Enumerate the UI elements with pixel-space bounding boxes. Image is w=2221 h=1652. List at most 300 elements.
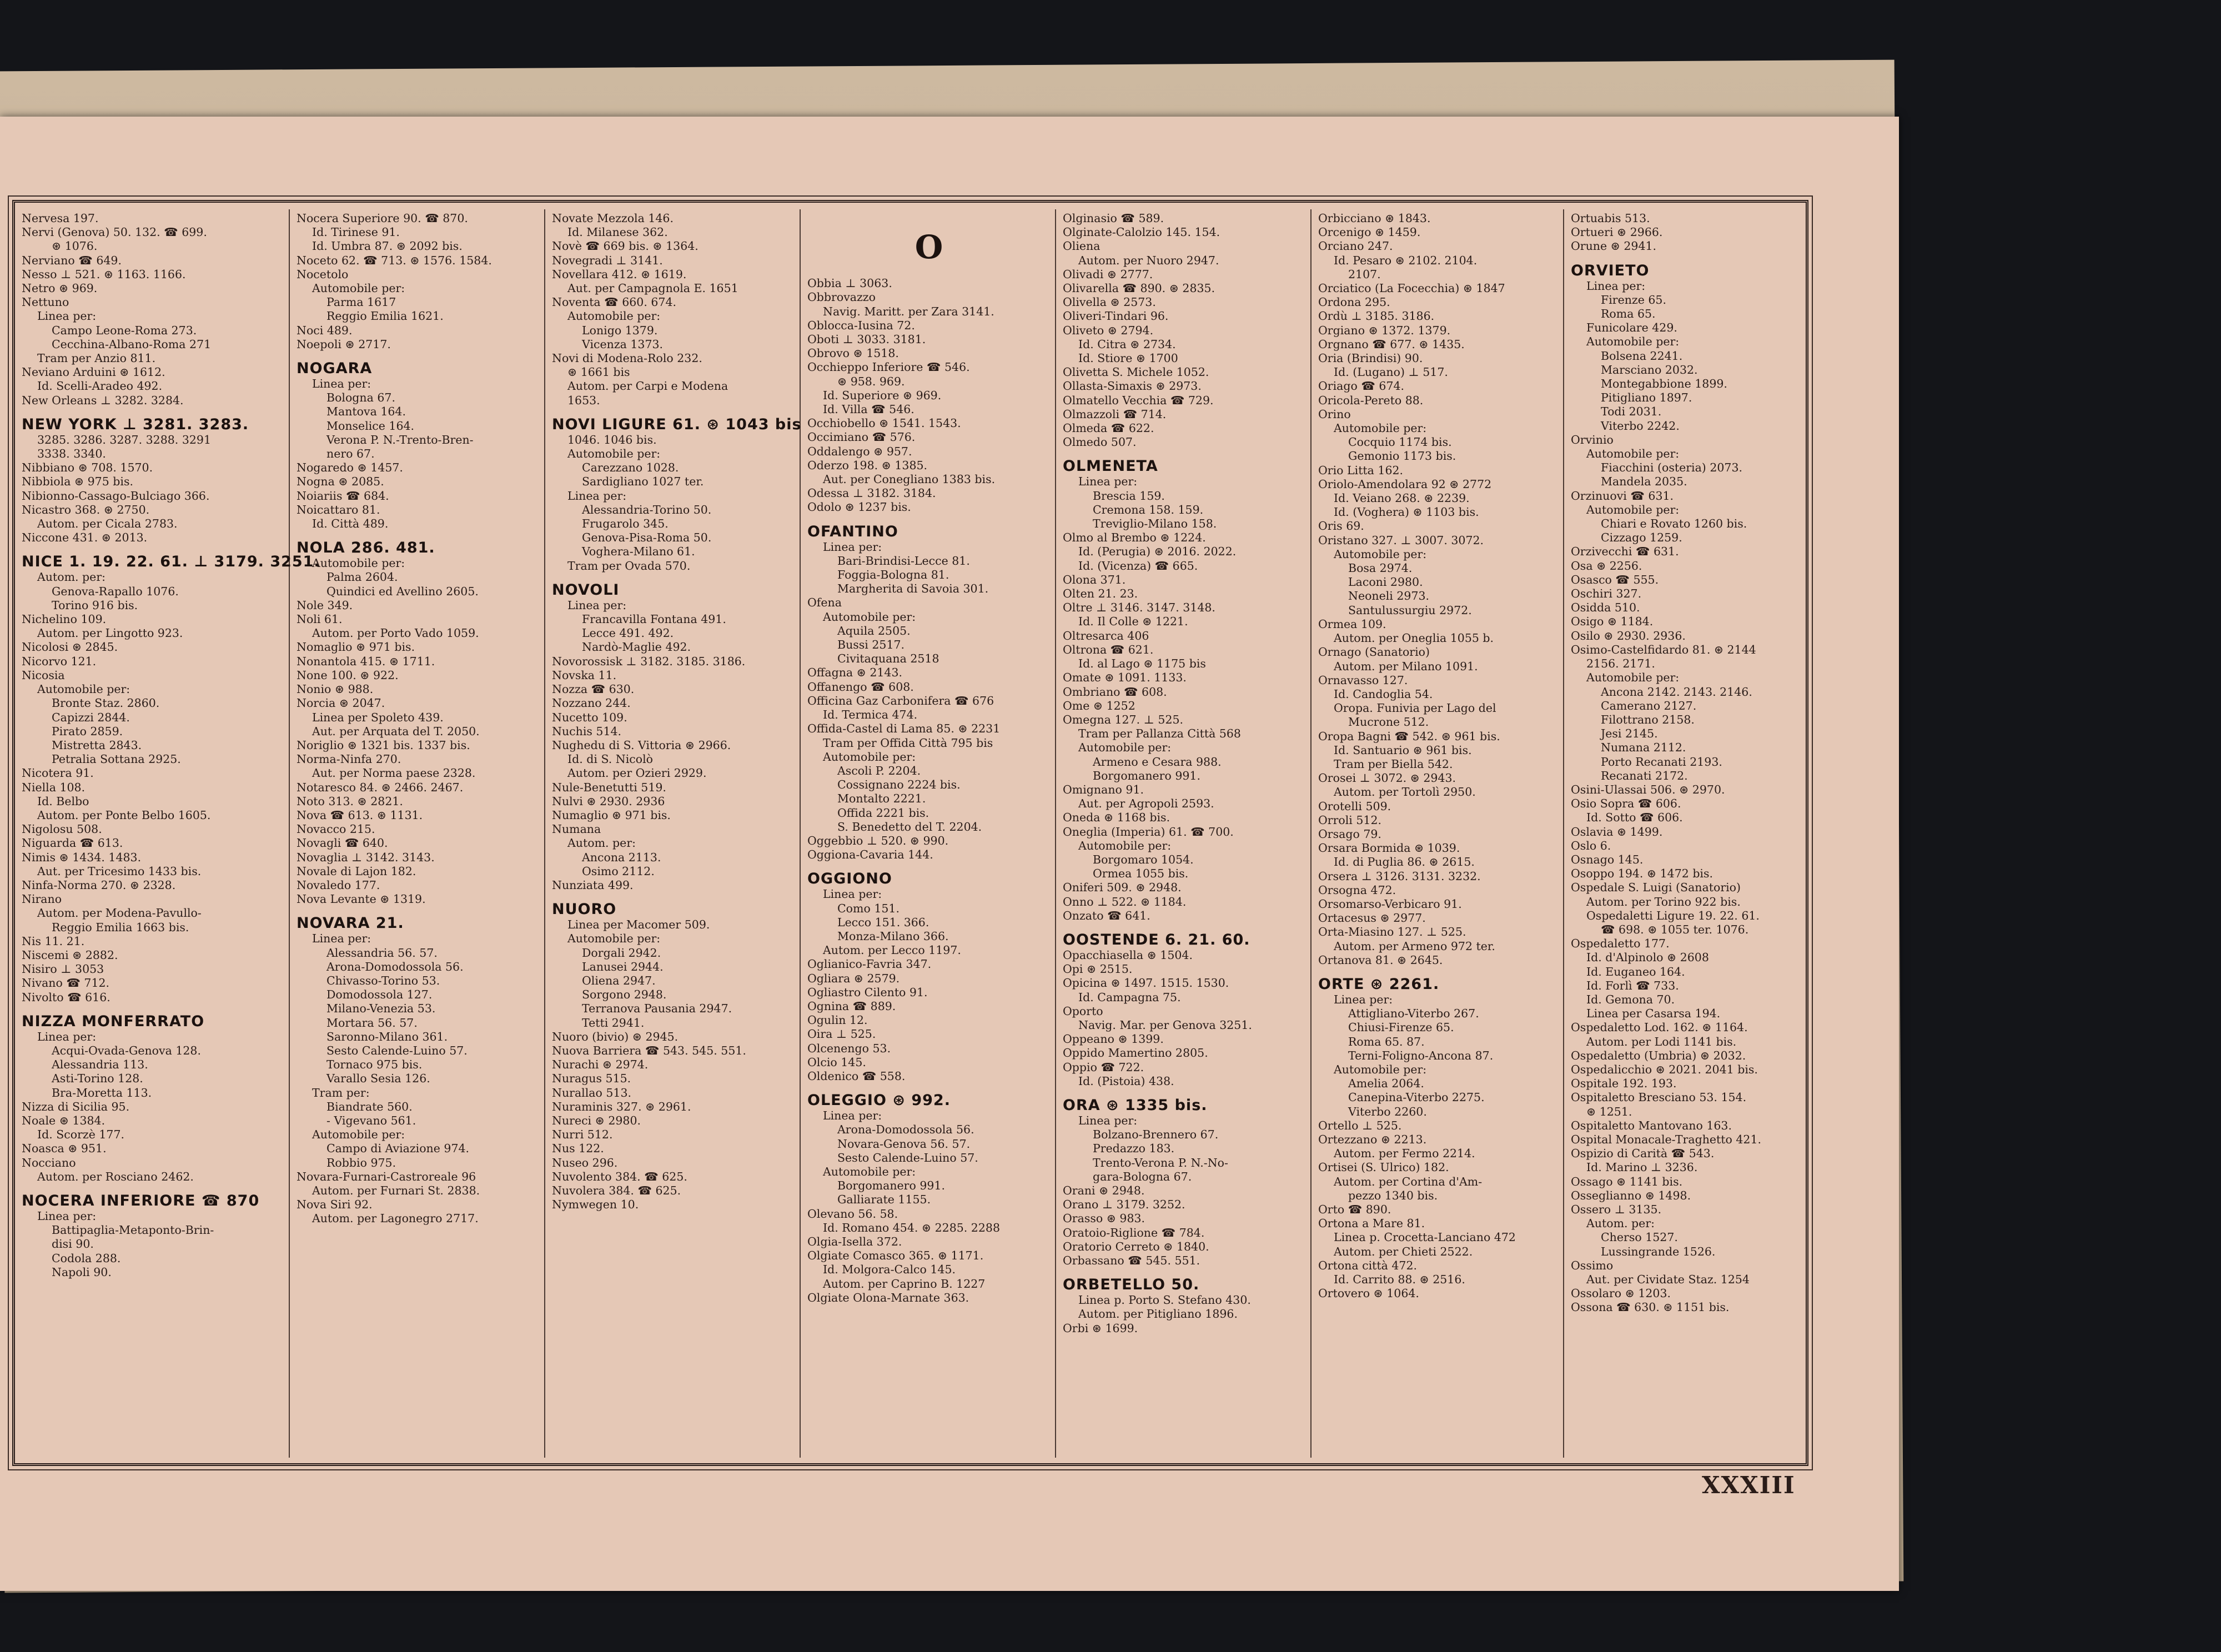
column-2 [290, 209, 545, 1458]
index-entry: Id. Candoglia 54. [1334, 687, 1433, 701]
index-entry: Como 151. [837, 901, 900, 915]
index-entry: Bolzano-Brennero 67. [1093, 1128, 1219, 1142]
index-entry: Olmeda ☎ 622. [1063, 421, 1154, 435]
index-entry: Numana 2112. [1601, 741, 1686, 755]
index-entry: Novaledo 177. [297, 878, 380, 892]
index-entry: Nunziata 499. [552, 878, 634, 892]
index-entry: Linea per: [1078, 475, 1138, 489]
index-entry: Mandela 2035. [1601, 475, 1687, 489]
index-entry: Codola 288. [52, 1251, 121, 1265]
index-entry: Nesso ⊥ 521. ⊛ 1163. 1166. [22, 267, 186, 281]
index-entry: Jesi 2145. [1601, 727, 1658, 741]
index-entry: Id. Campagna 75. [1078, 990, 1181, 1004]
index-entry: Novate Mezzola 146. [552, 212, 674, 225]
index-entry: Linea per Macomer 509. [567, 918, 710, 932]
index-entry: Automobile per: [37, 682, 130, 696]
index-entry: Cocquio 1174 bis. [1348, 435, 1452, 449]
index-entry: Nogna ⊛ 2085. [297, 475, 384, 489]
index-entry: Ospitale 192. 193. [1571, 1077, 1677, 1091]
index-entry: Orcenigo ⊛ 1459. [1318, 225, 1421, 239]
index-entry: Autom. per Tortolì 2950. [1334, 785, 1476, 799]
index-entry: Autom. per Modena-Pavullo- [37, 906, 202, 920]
index-entry: Oria (Brindisi) 90. [1318, 352, 1423, 365]
index-entry: Biandrate 560. [326, 1099, 413, 1113]
index-entry: Olgiate Olona-Marnate 363. [807, 1291, 969, 1304]
index-entry: Nuova Barriera ☎ 543. 545. 551. [552, 1043, 746, 1057]
index-entry: Id. Sotto ☎ 606. [1586, 811, 1683, 825]
index-entry: Osio Sopra ☎ 606. [1571, 797, 1681, 811]
index-entry: Ortezzano ⊛ 2213. [1318, 1133, 1427, 1146]
index-entry: Oporto [1063, 1004, 1103, 1018]
section-heading: ORA ⊛ 1335 bis. [1063, 1096, 1208, 1114]
index-entry: Nocciano [22, 1156, 76, 1169]
index-entry: Linea per: [1586, 279, 1646, 293]
index-entry: Predazzo 183. [1093, 1142, 1175, 1156]
section-heading: OLEGGIO ⊛ 992. [807, 1092, 951, 1109]
index-entry: None 100. ⊛ 922. [297, 668, 399, 682]
index-entry: Viterbo 2260. [1348, 1104, 1427, 1118]
index-entry: Ortona città 472. [1318, 1258, 1418, 1272]
index-entry: Nibionno-Cassago-Bulciago 366. [22, 489, 210, 503]
letter-heading: O [914, 228, 943, 266]
index-entry: Oppido Mamertino 2805. [1063, 1046, 1208, 1060]
index-entry: Oneglia (Imperia) 61. ☎ 700. [1063, 825, 1234, 838]
index-entry: Automobile per: [1334, 421, 1427, 435]
index-entry: 3338. 3340. [37, 447, 106, 461]
index-entry: Ortovero ⊛ 1064. [1318, 1287, 1419, 1300]
index-entry: Ome ⊛ 1252 [1063, 699, 1135, 712]
index-entry: Canepina-Viterbo 2275. [1348, 1091, 1485, 1104]
index-entry: Voghera-Milano 61. [582, 545, 695, 559]
index-entry: Nureci ⊛ 2980. [552, 1113, 641, 1127]
index-entry: Oppeano ⊛ 1399. [1063, 1032, 1164, 1046]
index-entry: Ascoli P. 2204. [837, 764, 921, 777]
index-entry: Olmo al Brembo ⊛ 1224. [1063, 531, 1206, 545]
index-entry: Reggio Emilia 1621. [326, 309, 444, 323]
index-entry: Id. Milanese 362. [567, 225, 668, 239]
index-entry: Nivolto ☎ 616. [22, 990, 110, 1004]
section-heading: NOCERA INFERIORE ☎ 870 [22, 1192, 260, 1209]
index-entry: Nicolosi ⊛ 2845. [22, 640, 118, 654]
index-entry: Aut. per Tricesimo 1433 bis. [37, 864, 202, 878]
index-entry: Id. Superiore ⊛ 969. [823, 388, 942, 402]
index-entry: Lussingrande 1526. [1601, 1244, 1716, 1258]
index-entry: Opacchiasella ⊛ 1504. [1063, 948, 1193, 962]
index-entry: Cossignano 2224 bis. [837, 778, 961, 792]
section-heading: NOGARA [297, 360, 373, 378]
index-entry: Orasso ⊛ 983. [1063, 1212, 1145, 1226]
index-entry: Autom. per Ponte Belbo 1605. [37, 808, 211, 822]
index-entry: Osigo ⊛ 1184. [1571, 615, 1654, 629]
index-entry: Olmatello Vecchia ☎ 729. [1063, 393, 1214, 407]
index-entry: Nis 11. 21. [22, 934, 85, 948]
index-entry: Nuvolera 384. ☎ 625. [552, 1184, 681, 1197]
index-entry: Oggebbio ⊥ 520. ⊛ 990. [807, 833, 949, 847]
index-entry: gara-Bologna 67. [1093, 1169, 1192, 1183]
index-entry: Ornago (Sanatorio) [1318, 645, 1430, 659]
index-entry: Oltre ⊥ 3146. 3147. 3148. [1063, 601, 1215, 615]
index-entry: Aquila 2505. [837, 624, 911, 637]
index-entry: Olona 371. [1063, 573, 1126, 586]
index-entry: Ospedale S. Luigi (Sanatorio) [1571, 881, 1741, 895]
index-entry: Netro ⊛ 969. [22, 282, 98, 295]
section-heading: NUORO [552, 901, 617, 918]
index-entry: Autom. per Porto Vado 1059. [312, 626, 479, 640]
index-entry: Verona P. N.-Trento-Bren- [326, 433, 474, 446]
index-entry: Ordona 295. [1318, 295, 1390, 309]
index-entry: Automobile per: [312, 1128, 405, 1142]
index-entry: Robbio 975. [326, 1156, 396, 1169]
section-heading: ORVIETO [1571, 262, 1650, 279]
index-entry: Nus 122. [552, 1142, 604, 1156]
index-entry: Alessandria 56. 57. [326, 946, 438, 960]
index-entry: Autom. per: [37, 570, 106, 584]
index-entry: Firenze 65. [1601, 293, 1666, 307]
index-entry: Pirato 2859. [52, 724, 123, 738]
index-entry: Autom. per Oneglia 1055 b. [1334, 631, 1494, 645]
index-entry: Ospedalicchio ⊛ 2021. 2041 bis. [1571, 1062, 1758, 1076]
index-entry: Tram per Ovada 570. [567, 559, 691, 573]
section-heading: NIZZA MONFERRATO [22, 1012, 205, 1030]
index-entry: Offida-Castel di Lama 85. ⊛ 2231 [807, 722, 1001, 736]
index-entry: Noepoli ⊛ 2717. [297, 337, 391, 351]
index-entry: Viterbo 2242. [1601, 419, 1680, 433]
index-entry: Napoli 90. [52, 1265, 112, 1279]
index-entry: Novara-Genova 56. 57. [837, 1137, 971, 1151]
index-entry: Linea per: [312, 377, 371, 391]
index-entry: Osilo ⊛ 2930. 2936. [1571, 629, 1686, 642]
index-entry: - Vigevano 561. [326, 1113, 416, 1127]
index-entry: Lecco 151. 366. [837, 915, 929, 929]
index-entry: Porto Recanati 2193. [1601, 755, 1722, 769]
index-entry: Ogulin 12. [807, 1013, 868, 1027]
index-entry: Quindici ed Avellino 2605. [326, 584, 479, 598]
index-entry: Tram per Anzio 811. [37, 352, 156, 365]
index-entry: Id. d'Alpinolo ⊛ 2608 [1586, 951, 1709, 965]
index-entry: Filottrano 2158. [1601, 712, 1695, 726]
index-entry: Tornaco 975 bis. [326, 1058, 423, 1072]
index-entry: Recanati 2172. [1601, 769, 1688, 782]
index-entry: Ortanova 81. ⊛ 2645. [1318, 953, 1443, 967]
index-entry: Orotelli 509. [1318, 799, 1391, 813]
index-entry: Automobile per: [823, 1164, 916, 1178]
index-entry: Reggio Emilia 1663 bis. [52, 920, 189, 934]
index-entry: Ospedaletti Ligure 19. 22. 61. [1586, 908, 1760, 922]
index-entry: Olcio 145. [807, 1055, 866, 1069]
index-entry: Nurallao 513. [552, 1086, 631, 1099]
index-entry: Chiusi-Firenze 65. [1348, 1021, 1454, 1035]
index-entry: Orani ⊛ 2948. [1063, 1184, 1145, 1197]
index-entry: Automobile per: [567, 447, 661, 461]
index-entry: Oppio ☎ 722. [1063, 1060, 1144, 1074]
index-entry: ☎ 698. ⊛ 1055 ter. 1076. [1601, 922, 1749, 936]
section-heading: NOLA 286. 481. [297, 539, 435, 557]
index-entry: Numana [552, 822, 601, 836]
index-entry: Orsomarso-Verbicaro 91. [1318, 897, 1462, 911]
index-entry: Onzato ☎ 641. [1063, 908, 1150, 922]
index-entry: Nervi (Genova) 50. 132. ☎ 699. [22, 225, 207, 239]
index-entry: Omegna 127. ⊥ 525. [1063, 712, 1184, 726]
index-entry: Lonigo 1379. [582, 323, 658, 337]
section-heading: OGGIONO [807, 870, 892, 888]
index-entry: Bussi 2517. [837, 638, 905, 652]
index-entry: Obbrovazzo [807, 290, 876, 304]
index-entry: Nerviano ☎ 649. [22, 253, 122, 267]
index-entry: 1046. 1046 bis. [567, 433, 657, 446]
index-entry: Autom. per Chieti 2522. [1334, 1244, 1473, 1258]
index-entry: Oslavia ⊛ 1499. [1571, 825, 1663, 838]
index-entry: Nicorvo 121. [22, 654, 97, 668]
index-entry: Olgia-Isella 372. [807, 1235, 902, 1248]
index-entry: Bronte Staz. 2860. [52, 696, 160, 710]
index-entry: Oliena 2947. [582, 973, 656, 987]
index-entry: Neoneli 2973. [1348, 589, 1430, 603]
index-entry: Occimiano ☎ 576. [807, 430, 916, 444]
index-entry: Oneda ⊛ 1168 bis. [1063, 811, 1170, 825]
index-entry: Borgomanero 991. [837, 1179, 945, 1193]
index-entry: Montegabbione 1899. [1601, 377, 1727, 391]
index-entry: Linea per: [37, 1030, 97, 1043]
index-entry: Id. (Pistoia) 438. [1078, 1074, 1174, 1088]
index-entry: Opi ⊛ 2515. [1063, 962, 1133, 976]
index-entry: nero 67. [326, 447, 375, 461]
index-entry: Automobile per: [312, 556, 405, 570]
index-entry: Id. Scorzè 177. [37, 1128, 125, 1142]
index-entry: Montalto 2221. [837, 792, 926, 806]
index-entry: Arona-Domodossola 56. [837, 1123, 974, 1137]
index-entry: Oricola-Pereto 88. [1318, 393, 1424, 407]
index-entry: Automobile per: [1586, 335, 1680, 349]
index-entry: Oltresarca 406 [1063, 629, 1149, 642]
index-entry: Tram per Pallanza Città 568 [1078, 727, 1241, 741]
index-entry: Automobile per: [1586, 447, 1680, 461]
index-entry: Linea per: [823, 1109, 882, 1123]
index-entry: Cizzago 1259. [1601, 531, 1682, 545]
index-entry: Linea p. Porto S. Stefano 430. [1078, 1293, 1251, 1307]
index-entry: Oira ⊥ 525. [807, 1027, 876, 1041]
index-entry: Cecchina-Albano-Roma 271 [52, 337, 212, 351]
section-heading: NOVARA 21. [297, 915, 404, 932]
index-entry: Osseglianno ⊛ 1498. [1571, 1188, 1691, 1202]
index-entry: Petralia Sottana 2925. [52, 752, 181, 766]
index-entry: Ollasta-Simaxis ⊛ 2973. [1063, 379, 1202, 393]
index-entry: Nule-Benetutti 519. [552, 780, 666, 794]
index-entry: 3285. 3286. 3287. 3288. 3291 [37, 433, 211, 446]
index-entry: Fiacchini (osteria) 2073. [1601, 461, 1743, 475]
index-entry: ⊛ 1661 bis [567, 365, 630, 379]
index-entry: Santulussurgiu 2972. [1348, 603, 1472, 617]
index-entry: Id. Euganeo 164. [1586, 965, 1685, 978]
index-entry: Tetti 2941. [582, 1016, 645, 1030]
index-entry: Autom. per Lecco 1197. [823, 943, 961, 957]
index-entry: Novegradi ⊥ 3141. [552, 253, 663, 267]
index-entry: Ormea 1055 bis. [1093, 867, 1189, 881]
index-entry: Ortello ⊥ 525. [1318, 1118, 1402, 1132]
index-entry: Orbicciano ⊛ 1843. [1318, 212, 1431, 225]
index-entry: Nughedu di S. Vittoria ⊛ 2966. [552, 738, 731, 752]
index-entry: Roma 65. [1601, 307, 1656, 321]
index-entry: Nozza ☎ 630. [552, 682, 635, 696]
index-entry: Capizzi 2844. [52, 710, 130, 724]
index-entry: Id. al Lago ⊛ 1175 bis [1078, 657, 1206, 671]
index-entry: Ossero ⊥ 3135. [1571, 1203, 1662, 1217]
index-entry: Nonantola 415. ⊛ 1711. [297, 654, 435, 668]
index-entry: Genova-Rapallo 1076. [52, 584, 179, 598]
index-entry: Osimo-Castelfidardo 81. ⊛ 2144 [1571, 642, 1756, 656]
index-entry: Nuragus 515. [552, 1072, 631, 1086]
index-entry: Nuraminis 327. ⊛ 2961. [552, 1099, 691, 1113]
index-entry: Orgiano ⊛ 1372. 1379. [1318, 323, 1451, 337]
section-heading: ORBETELLO 50. [1063, 1276, 1200, 1294]
index-entry: Automobile per: [1078, 741, 1172, 755]
index-entry: Cherso 1527. [1601, 1231, 1678, 1244]
index-entry: Novè ☎ 669 bis. ⊛ 1364. [552, 239, 699, 253]
index-entry: Todi 2031. [1601, 405, 1662, 419]
index-entry: Autom. per Torino 922 bis. [1586, 895, 1741, 908]
index-entry: Occhieppo Inferiore ☎ 546. [807, 360, 970, 374]
index-entry: Roma 65. 87. [1348, 1035, 1425, 1048]
index-entry: Id. Belbo [37, 794, 89, 808]
index-entry: Parma 1617 [326, 295, 396, 309]
index-entry: Automobile per: [567, 932, 661, 946]
index-entry: Campo Leone-Roma 273. [52, 323, 197, 337]
index-entry: Oliveto ⊛ 2794. [1063, 323, 1154, 337]
index-entry: Id. Romano 454. ⊛ 2285. 2288 [823, 1221, 1000, 1234]
index-entry: Oboti ⊥ 3033. 3181. [807, 333, 926, 347]
index-entry: Linea per: [312, 932, 371, 946]
index-entry: Linea per: [567, 598, 627, 612]
index-entry: Ossimo [1571, 1258, 1614, 1272]
index-entry: Chivasso-Torino 53. [326, 973, 440, 987]
index-entry: Nocetolo [297, 267, 349, 281]
index-entry: Chiari e Rovato 1260 bis. [1601, 517, 1747, 531]
index-entry: New Orleans ⊥ 3282. 3284. [22, 393, 184, 407]
index-entry: Noceto 62. ☎ 713. ⊛ 1576. 1584. [297, 253, 492, 267]
index-entry: Domodossola 127. [326, 988, 433, 1002]
index-entry: Ancona 2113. [582, 850, 661, 864]
index-entry: Automobile per: [1334, 1062, 1427, 1076]
index-entry: Autom. per Lagonegro 2717. [312, 1212, 479, 1226]
index-entry: Noasca ⊛ 951. [22, 1142, 107, 1156]
index-entry: Oratorio Cerreto ⊛ 1840. [1063, 1239, 1209, 1253]
index-entry: Novale di Lajon 182. [297, 864, 416, 878]
index-entry: Ogliara ⊛ 2579. [807, 971, 900, 985]
index-entry: Olten 21. 23. [1063, 587, 1138, 601]
index-entry: Sorgono 2948. [582, 988, 667, 1002]
index-entry: Nova Siri 92. [297, 1198, 373, 1212]
index-entry: Id. Città 489. [312, 517, 389, 531]
index-entry: Oliena [1063, 239, 1101, 253]
index-entry: Asti-Torino 128. [52, 1072, 143, 1086]
index-entry: Milano-Venezia 53. [326, 1002, 436, 1016]
index-entry: Id. Veiano 268. ⊛ 2239. [1334, 491, 1470, 505]
index-entry: Oblocca-Iusina 72. [807, 318, 915, 332]
index-entry: Noriglio ⊛ 1321 bis. 1337 bis. [297, 738, 470, 752]
index-entry: Occhiobello ⊛ 1541. 1543. [807, 416, 961, 430]
index-entry: Galliarate 1155. [837, 1193, 931, 1207]
index-entry: Genova-Pisa-Roma 50. [582, 531, 712, 545]
index-entry: Orgnano ☎ 677. ⊛ 1435. [1318, 337, 1465, 351]
index-entry: Nuchis 514. [552, 724, 622, 738]
index-entry: Aut. per Arquata del T. 2050. [312, 724, 480, 738]
index-entry: Camerano 2127. [1601, 699, 1697, 712]
index-entry: Orciatico (La Focecchia) ⊛ 1847 [1318, 282, 1505, 295]
index-entry: Nettuno [22, 295, 69, 309]
index-entry: Id. (Lugano) ⊥ 517. [1334, 365, 1448, 379]
index-frame [12, 200, 1808, 1466]
index-entry: Noli 61. [297, 612, 343, 626]
index-entry: Sesto Calende-Luino 57. [837, 1151, 978, 1164]
index-entry: Nole 349. [297, 598, 353, 612]
index-entry: Odessa ⊥ 3182. 3184. [807, 486, 936, 500]
index-entry: Autom. per Rosciano 2462. [37, 1169, 194, 1183]
index-entry: Ospedaletto 177. [1571, 937, 1670, 951]
index-entry: Nirano [22, 892, 62, 906]
index-entry: Id. Villa ☎ 546. [823, 403, 914, 416]
index-entry: Olivarella ☎ 890. ⊛ 2835. [1063, 282, 1215, 295]
column-6 [1312, 209, 1564, 1458]
index-entry: Nova ☎ 613. ⊛ 1131. [297, 808, 423, 822]
index-entry: Orroli 512. [1318, 813, 1382, 827]
index-entry: Ortisei (S. Ulrico) 182. [1318, 1161, 1449, 1174]
section-heading: OFANTINO [807, 523, 898, 540]
index-entry: Id. Tirinese 91. [312, 225, 400, 239]
index-entry: Olivadi ⊛ 2777. [1063, 267, 1153, 281]
index-entry: Linea p. Crocetta-Lanciano 472 [1334, 1231, 1516, 1244]
index-entry: Id. Scelli-Aradeo 492. [37, 379, 163, 393]
index-entry: Aut. per Norma paese 2328. [312, 766, 476, 780]
index-entry: Ospedaletto Lod. 162. ⊛ 1164. [1571, 1021, 1748, 1035]
index-entry: Id. Termica 474. [823, 708, 918, 722]
index-entry: Opicina ⊛ 1497. 1515. 1530. [1063, 976, 1229, 990]
index-entry: Nichelino 109. [22, 612, 107, 626]
index-entry: Numaglio ⊛ 971 bis. [552, 808, 671, 822]
index-entry: Nicastro 368. ⊛ 2750. [22, 503, 150, 516]
index-entry: Armeno e Cesara 988. [1093, 755, 1222, 769]
index-entry: Oniferi 509. ⊛ 2948. [1063, 881, 1182, 895]
index-entry: Borgomanero 991. [1093, 769, 1200, 782]
index-entry: Vicenza 1373. [582, 337, 664, 351]
index-entry: Automobile per: [823, 610, 916, 624]
index-entry: Linea per: [37, 309, 97, 323]
index-entry: Id. Carrito 88. ⊛ 2516. [1334, 1273, 1465, 1287]
index-entry: Varallo Sesia 126. [326, 1072, 430, 1086]
index-entry: Automobile per: [823, 750, 916, 764]
index-entry: Orsara Bormida ⊛ 1039. [1318, 841, 1460, 855]
index-entry: Ospizio di Carità ☎ 543. [1571, 1147, 1715, 1161]
index-entry: Terni-Foligno-Ancona 87. [1348, 1048, 1494, 1062]
index-entry: Nardò-Maglie 492. [582, 640, 691, 654]
index-entry: Bosa 2974. [1348, 561, 1413, 575]
index-entry: Id. Umbra 87. ⊛ 2092 bis. [312, 239, 463, 253]
index-entry: Nogaredo ⊛ 1457. [297, 461, 403, 475]
index-entry: disi 90. [52, 1237, 94, 1251]
index-entry: Autom. per Armeno 972 ter. [1334, 939, 1495, 953]
index-entry: Noventa ☎ 660. 674. [552, 295, 677, 309]
index-entry: Nozzano 244. [552, 696, 631, 710]
index-entry: Id. (Vicenza) ☎ 665. [1078, 559, 1198, 573]
index-entry: Ospital Monacale-Traghetto 421. [1571, 1133, 1762, 1146]
index-entry: Bologna 67. [326, 391, 395, 405]
index-entry: Nicotera 91. [22, 766, 94, 780]
index-entry: Noto 313. ⊛ 2821. [297, 794, 403, 808]
index-entry: Id. (Voghera) ⊛ 1103 bis. [1334, 505, 1479, 519]
index-entry: Niguarda ☎ 613. [22, 836, 123, 850]
index-entry: Oliveri-Tindari 96. [1063, 309, 1169, 323]
index-entry: Monza-Milano 366. [837, 929, 949, 943]
column-3 [545, 209, 801, 1458]
index-entry: Omignano 91. [1063, 782, 1144, 796]
